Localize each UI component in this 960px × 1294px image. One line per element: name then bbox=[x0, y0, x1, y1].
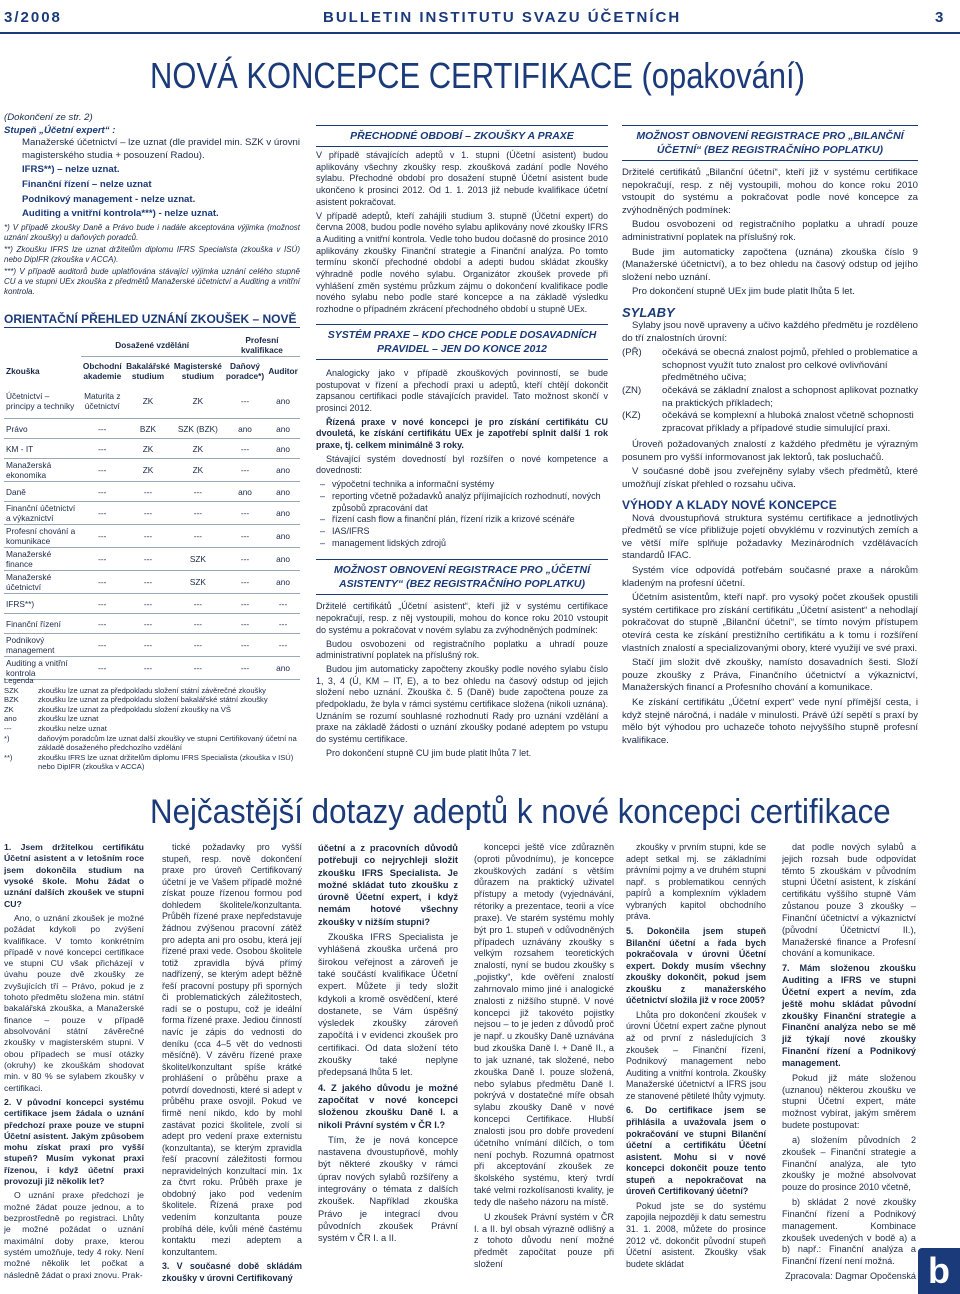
level-desc: očekává se základní znalost a schopnost aplikovat poznatky na praktických příkladech; bbox=[662, 384, 918, 409]
faq-question: 7. Mám složenou zkoušku Auditing a IFRS ve stupni Účetní expert a nevím, zda ještě mohu skládat původní zkoušky Finanční strategie a Finanční analýza nebo se mě již týkají nové zkoušky Finanční řízení a Podnikový management. bbox=[782, 963, 916, 1068]
table-cell: --- bbox=[266, 634, 300, 657]
table-cell: --- bbox=[172, 502, 224, 525]
legend-desc: zkoušku lze uznat za předpokladu složení bakalářské státní zkoušky bbox=[38, 695, 268, 705]
table-cell: --- bbox=[124, 614, 172, 634]
table-cell: --- bbox=[224, 594, 266, 614]
table-cell: --- bbox=[224, 548, 266, 571]
skills-list bbox=[316, 479, 608, 549]
faq-answer: koncepci ještě více zdůrazněn (oproti původnímu), je koncepce zkouškových zadání s větším důrazem na praktický uživatel přístupy a metody (vyjednávání, rétoriky a prezentace, teorii a více praxe). Ve starém systému mohly být pro 1. stupeň v odůvodněných případech uznávány zkoušky s velkým rozsahem teoretických znalostí, nyní se budou zkoušky s „pojistky“, kde ověření znalostí zahrnovalo mimo jiné i analogické znalosti z nižšího stupně. V nové koncepci již takovéto pojistky nejsou – to je jeden z důvodů proč je např. u zkoušky Daně uznávána bud zkouška Daně I. + Daně II., a to jak uznané, tak složené, nebo zkouška Daně I. pouze složená, nebo sylabus předmětu Daně I. pokrývá v dostatečné míře obsah sylabu zkoušky Daně v nové koncepci Certifikace. Hlubší znalosti jsou pro dobře provedení účetního vnímání dílčích, o tom není pochyb. Rozumná opatrnost při akceptování zkoušek ze školského systému, který tvrdí také velmi rozkolísanosti kvality, je tedy dle našeho názoru na místě. bbox=[474, 842, 614, 1207]
table-cell: --- bbox=[172, 594, 224, 614]
table-cell: --- bbox=[172, 525, 224, 548]
faq-question: 6. Do certifikace jsem se přihlásila a uvažovala jsem o pokračování ve stupni Bilanční účetní a certifikátu Účetní asistent. Mohu si v nové koncepci dokončit pouze tento stupeň a nepokračovat na úroveň Certifikovaný účetní? bbox=[626, 1105, 766, 1197]
transition-title: PŘECHODNÉ OBDOBÍ – ZKOUŠKY A PRAXE bbox=[350, 130, 574, 142]
table-cell: --- bbox=[124, 502, 172, 525]
table-cell: --- bbox=[81, 419, 125, 439]
legend-desc: zkoušku nelze uznat bbox=[38, 723, 107, 733]
table-cell: --- bbox=[81, 502, 125, 525]
table-cell: Účetnictví – principy a techniky bbox=[4, 385, 81, 419]
table-cell: --- bbox=[172, 482, 224, 502]
table-cell: --- bbox=[224, 459, 266, 482]
faq-column-2 bbox=[162, 842, 302, 1287]
th-col: Auditor bbox=[268, 365, 298, 376]
table-cell: --- bbox=[224, 634, 266, 657]
level-desc: očekává se obecná znalost pojmů, přehled o problematice a schopnost využít tuto znalost pro celkové ovlivňování předmětného učiva; bbox=[662, 347, 918, 384]
table-cell: --- bbox=[172, 657, 224, 680]
legend-item bbox=[4, 705, 300, 715]
table-cell: --- bbox=[124, 634, 172, 657]
table-cell: SZK (BZK) bbox=[172, 419, 224, 439]
faq-question: 1. Jsem držitelkou certifikátu Účetní asistent a v letošním roce jsem dokončila studium na vysoké škole. Mohu žádat o uznání dalších zkoušek ve stupni CU? bbox=[4, 842, 144, 909]
faq-question: 5. Dokončila jsem stupeň Bilanční účetní a řada bych pokračovala v úrovni Účetní expert. Dokdy musím všechny zkoušky dokončit, pokud jsem zkoušku z manažerského účetnictví složila již v roce 2005? bbox=[626, 925, 766, 1006]
table-cell: --- bbox=[224, 439, 266, 459]
legend-desc: daňovým poradcům lze uznat další zkoušky ve stupni Certifikovaný účetní na základě dosaženého předchozího vzdělání bbox=[38, 733, 297, 753]
table-cell: ano bbox=[266, 502, 300, 525]
faq-signature: Zpracovala: Dagmar Opočenská bbox=[785, 1270, 916, 1281]
table-cell: ZK bbox=[124, 459, 172, 482]
legend-item bbox=[4, 753, 300, 772]
legend-desc: zkoušku lze uznat bbox=[38, 714, 99, 724]
table-cell: --- bbox=[81, 634, 125, 657]
item-managerial: Manažerské účetnictví – lze uznat (dle pravidel min. SZK v úrovni magisterského studia + posouzení Radou). bbox=[22, 137, 300, 161]
table-cell: SZK bbox=[172, 548, 224, 571]
table-cell: --- bbox=[81, 459, 125, 482]
level-desc: očekává se komplexní a hluboká znalost včetně schopnosti zpracovat příklady a případové studie simulující praxi. bbox=[662, 410, 914, 434]
faq-answer: Lhůta pro dokončení zkoušek v úrovni Účetní expert začne plynout až od první z následujících 3 zkoušek – Finanční řízení, Podnikový management nebo Auditing a vnitřní kontrola. Zkoušky Manažerské účetnictví a IFRS jsou ze stanovené pětileté lhůty vyjmuty. bbox=[626, 1009, 766, 1101]
legend bbox=[4, 676, 300, 772]
legend-item bbox=[4, 695, 300, 705]
faq-answer: dat podle nových sylabů a jejich rozsah bude odpovídat těmto 5 zkouškám v původním stupni Účetní asistent, k získání certifikátu vyššího stupně Vám zůstanou pouze 3 zkoušky – Finanční účetnictví a výkaznictví (původní Účetnictví II.), Manažerské finance a Profesní chování a komunikace. bbox=[782, 842, 916, 959]
faq-column-5 bbox=[626, 842, 766, 1273]
table-cell: IFRS**) bbox=[4, 594, 81, 614]
legend-items bbox=[4, 686, 300, 772]
table-cell: Právo bbox=[4, 419, 81, 439]
table-cell: --- bbox=[81, 525, 125, 548]
right-column bbox=[622, 122, 918, 749]
legend-desc: zkoušku lze uznat za předpokladu složení státní závěrečné zkoušky bbox=[38, 685, 266, 695]
table-title: ORIENTAČNÍ PŘEHLED UZNÁNÍ ZKOUŠEK – NOVĚ bbox=[4, 312, 300, 328]
sylaby-title: SYLABY bbox=[622, 304, 675, 320]
table-row bbox=[4, 482, 300, 502]
bulletin-title: BULLETIN INSTITUTU SVAZU ÚČETNÍCH bbox=[323, 9, 682, 26]
legend-key: --- bbox=[4, 723, 12, 733]
faq-answer: Tím, že je nová koncepce nastavena dvoustupňově, mohly být některé zkoušky v rámci úprav nových sylabů rozšířeny a integrovány o témata z dalších zkoušek. Například zkouška Právo je integrací dvou původních zkoušek Právní systém v ČR I. a II. bbox=[318, 1134, 458, 1244]
item-finance: Finanční řízení – nelze uznat bbox=[22, 178, 152, 190]
table-body bbox=[4, 385, 300, 680]
faq-question: 2. V původní koncepci systému certifikace jsem žádala o uznání předchozí praxe pouze ve stupni Účetní asistent. Jakým způsobem mohu získat praxi pro vyšší stupeň? Musím vykonat praxi řízenou, i když účetní praxi provozuji již několik let? bbox=[4, 1096, 144, 1187]
table-cell: Podnikový management bbox=[4, 634, 81, 657]
legend-key: **) bbox=[4, 752, 13, 762]
list-item: – reporting včetně požadavků analýz příjímajících rozhodnutí, nových způsobů zpracování dat bbox=[316, 491, 608, 514]
table-row bbox=[4, 634, 300, 657]
faq-title: Nejčastější dotazy adeptů k nové koncepci certifikace bbox=[150, 793, 891, 831]
table-cell: ano bbox=[266, 657, 300, 680]
table-row bbox=[4, 525, 300, 548]
legend-item bbox=[4, 724, 300, 734]
transition-p1: V případě stávajících adeptů v 1. stupni (Účetní asistent) budou aplikovány všechny zkoušky resp. zkoušková zadání podle Nového sylabu. Přechodné období pro dosažení stupně Účetní asistent bude ukončeno k prosinci 2012. Od 1. 1. 2013 již nebude kvalifikace účetní asistent pokračovat. bbox=[316, 150, 608, 207]
benefits-title: VÝHODY A KLADY NOVÉ KONCEPCE bbox=[622, 497, 837, 512]
table-cell: --- bbox=[224, 385, 266, 419]
table-cell: --- bbox=[124, 548, 172, 571]
benefits-p5: Ke získání certifikátu „Účetní expert“ vede nyní přímější cesta, i když stejně náročná, i nadále v minulosti. Právě úží sepětí s praxí by mělo být výhodou pro uchazeče tohoto nejvyššího stupně profesní kvalifikace. bbox=[622, 696, 918, 746]
bulletin-logo: b bbox=[918, 1248, 960, 1294]
table-row bbox=[4, 614, 300, 634]
table-row bbox=[4, 439, 300, 459]
table-cell: ZK bbox=[172, 385, 224, 419]
table-cell: ZK bbox=[124, 385, 172, 419]
table-cell: --- bbox=[266, 594, 300, 614]
continuation-note: (Dokončení ze str. 2) bbox=[4, 112, 93, 123]
table-cell: ano bbox=[266, 439, 300, 459]
table-cell: SZK bbox=[172, 571, 224, 594]
legend-desc: zkoušku lze uznat za předpokladu složení zkoušky na VŠ bbox=[38, 704, 231, 714]
table-cell: --- bbox=[172, 614, 224, 634]
table-cell: --- bbox=[172, 634, 224, 657]
table-cell: Auditing a vnitřní kontrola bbox=[4, 657, 81, 680]
issue-number: 3/2008 bbox=[4, 9, 62, 26]
assistant-p3: Budou jim automaticky započteny zkoušky podle nového sylabu číslo 1, 3, 4 (Ú, KM – IT, E), a to bez ohledu na časový odstup od jejich složení nebo uznání. Zkouška č. 5 (Daně) bude započtena pouze za předpokladu, že byla v rámci systému certifikace složena (nikoli uznána). Uznáním se rozumí souhlasné rozhodnutí Rady pro uznání vzdělání a praxe na základě žádosti o uznání zkoušky podané adeptem po vstupu do systému certifikace. bbox=[316, 663, 608, 745]
list-item: – řízení cash flow a finanční plán, řízení rizik a krizové scénáře bbox=[316, 514, 608, 526]
faq-answer: U zkoušek Právní systém v ČR I. a II. byl obsah výrazně odlišný a z tohoto důvodu není možné předmět započítat pouze při složení bbox=[474, 1211, 614, 1269]
footnote-3: ***) V případě auditorů bude uplatňována stávající výjimka uznání celého stupně CU a ve stupni UEx zkouška z předmětů Manažerské účetnictví a Auditing a vnitřní kontrola. bbox=[4, 266, 300, 296]
sylaby-p3: V současné době jsou zveřejněny sylaby všech předmětů, které umožňují získat přehled o rozsahu učiva. bbox=[622, 466, 918, 491]
table-cell: --- bbox=[124, 594, 172, 614]
legend-key: SZK bbox=[4, 685, 19, 695]
table-cell: --- bbox=[81, 482, 125, 502]
table-cell: ano bbox=[266, 419, 300, 439]
table-cell: Manažerské účetnictví bbox=[4, 571, 81, 594]
recognition-list bbox=[4, 137, 300, 221]
faq-column-3 bbox=[318, 842, 458, 1248]
benefits-p2: Systém více odpovídá potřebám současné praxe a nárokům kladeným na profesní účetní. bbox=[622, 565, 918, 589]
table-cell: --- bbox=[224, 502, 266, 525]
list-item: – výpočetní technika a informační systémy bbox=[316, 479, 608, 491]
item-ifrs: IFRS**) – nelze uznat. bbox=[22, 164, 120, 176]
table-cell: Daně bbox=[4, 482, 81, 502]
th-col: Bakalářské studium bbox=[126, 360, 170, 381]
table-cell: Finanční řízení bbox=[4, 614, 81, 634]
list-item: – management lidských zdrojů bbox=[316, 538, 608, 550]
legend-key: ZK bbox=[4, 704, 14, 714]
legend-title: Legenda bbox=[4, 676, 34, 685]
th-exam: Zkouška bbox=[6, 365, 40, 376]
main-title: NOVÁ KONCEPCE CERTIFIKACE (opakování) bbox=[150, 55, 805, 96]
faq-answer: tické požadavky pro vyšší stupeň, resp. nově dokončení praxe pro úroveň Certifikovaný účetní je ve Vašem případě možné získat pouze řízenou formou pod dohledem školitele/konzultanta. Průběh řízené praxe nepředstavuje žádnou zvýšenou pracovní zátěž pro adepta ani pro osobu, která její řízené praxi vede. Osobou školitele totiž zpravidla bývá přímý nadřízený, se kterým adept běžně řeší pracovní postupy při sporných či problematických záležitostech, radí se o postupu, což je ideální forma řízené praxe. Jediou činností navíc je zápis do vednosti do deníku (cca 4–5 vět do vednosti měsíčně). V závěru řízené praxe školitel/konzultant spíše krátké prohlášení o průběhu praxe a potvrdí dovednosti, které si adept v průběhu praxe osvojil. Pokud ve firmě není nikdo, kdo by mohl zastávat pozici školitele, zvolí si adept pro vedení praxe externistu (konzultanta), se kterým zpravidla řeší pracovní záležitosti formou nepravidelných konzultací min. 1x za čtvrt roku. Průběh praxe je obdobný jako pod vedením školitele. Řízená praxe pod vedením konzultanta pouze probíhá déle, kvůli méně častému kontaktu mezi adeptem a konzultantem. bbox=[162, 842, 302, 1257]
assistant-p2: Budou osvobozeni od registračního poplatku a uhradí pouze administrativní poplatek na příslušný rok. bbox=[316, 638, 608, 661]
faq-column-6 bbox=[782, 842, 916, 1286]
level-code: (PŘ) bbox=[622, 347, 642, 359]
table-cell: Manažerská ekonomika bbox=[4, 459, 81, 482]
table-row bbox=[4, 459, 300, 482]
balance-p3: Bude jim automaticky započtena (uznána) zkouška číslo 9 (Manažerské účetnictví), a to bez ohledu na časový odstup od jejího složení nebo uznání. bbox=[622, 246, 918, 283]
faq-answer: Zkouška IFRS Specialista je vyhlášená zkouška určená pro širokou veřejnost a zároveň je také součástí kvalifikace Účetní expert. Můžete ji tedy složit kdykoli a kromě osvědčení, které dostanete, se Vám úspěšný výsledek zkoušky zároveň započítá i v evidenci zkoušek pro certifikaci. Od data složení této zkoušky také neplyne předepsaná lhůta 5 let. bbox=[318, 932, 458, 1078]
table-cell: --- bbox=[81, 657, 125, 680]
balance-title: MOŽNOST OBNOVENÍ REGISTRACE PRO „BILANČNÍ ÚČETNÍ“ (BEZ REGISTRAČNÍHO POPLATKU) bbox=[636, 130, 904, 156]
table-cell: --- bbox=[81, 594, 125, 614]
footnote-2: **) Zkoušku IFRS lze uznat držitelům diplomu IFRS Specialista (zkouška v ISÚ) nebo DipIFR (zkouška v ACCA). bbox=[4, 244, 300, 264]
table-cell: ano bbox=[266, 525, 300, 548]
table-cell: Maturita z účetnictví bbox=[81, 385, 125, 419]
table-cell: --- bbox=[81, 439, 125, 459]
table-row bbox=[4, 548, 300, 571]
item-auditing: Auditing a vnitřní kontrola***) - nelze uznat. bbox=[22, 208, 219, 220]
th-group-education: Dosažené vzdělání bbox=[81, 334, 224, 357]
balance-p4: Pro dokončení stupně UEx jim bude platit lhůta 5 let. bbox=[632, 286, 855, 298]
table-cell: ano bbox=[224, 482, 266, 502]
sylaby-p2: Úroveň požadovaných znalostí z každého předmětu je výrazným posunem pro vyšší informovanost jak lektorů, tak posluchačů. bbox=[622, 439, 918, 463]
faq-question: 4. Z jakého důvodu je možné započítat v nové koncepci složenou zkoušku Daně I. a nikoli Právní systém v ČR I.? bbox=[318, 1082, 458, 1130]
table-cell: --- bbox=[81, 571, 125, 594]
legend-item bbox=[4, 686, 300, 696]
th-col: Daňový poradce*) bbox=[225, 360, 265, 381]
th-col: Obchodní akademie bbox=[82, 360, 122, 381]
th-col: Magisterské studium bbox=[173, 360, 222, 381]
item-management: Podnikový management - nelze uznat. bbox=[22, 193, 196, 205]
stage-heading: Stupeň „Účetní expert“ : bbox=[4, 124, 116, 136]
levels-list bbox=[622, 347, 918, 435]
table-cell: ano bbox=[266, 385, 300, 419]
table-cell: --- bbox=[224, 525, 266, 548]
level-item bbox=[622, 385, 918, 410]
table-cell: --- bbox=[81, 614, 125, 634]
benefits-p4: Stačí jim složit dvě zkoušky, namísto dosavadních šesti. Složí pouze zkoušky z Práva, Finančního účetnictví a výkaznictví, Manažerských financí a Profesního chování a komunikace. bbox=[622, 657, 918, 694]
table-row bbox=[4, 419, 300, 439]
middle-column bbox=[316, 122, 608, 762]
table-cell: KM - IT bbox=[4, 439, 81, 459]
faq-answer: Pokud jste se do systému zapojila nejpozději k datu semestru 31. 1. 2008, můžete do prosince 2012 vč. dokončit původní stupeň Účetní asistent. Zkoušky však budete skládat bbox=[626, 1200, 766, 1269]
table-cell: Finanční účetnictví a výkaznictví bbox=[4, 502, 81, 525]
faq-question: 3. V současné době skládám zkoušky v úrovni Certifikovaný bbox=[162, 1261, 302, 1283]
table-cell: ano bbox=[266, 548, 300, 571]
practice-title: SYSTÉM PRAXE – KDO CHCE PODLE DOSAVADNÍCH PRAVIDEL – JEN DO KONCE 2012 bbox=[327, 328, 597, 355]
table-row bbox=[4, 502, 300, 525]
left-column bbox=[4, 112, 300, 299]
table-cell: --- bbox=[266, 614, 300, 634]
page-header bbox=[0, 0, 960, 34]
table-cell: --- bbox=[124, 525, 172, 548]
table-cell: Profesní chování a komunikace bbox=[4, 525, 81, 548]
table-cell: Manažerské finance bbox=[4, 548, 81, 571]
table-row bbox=[4, 571, 300, 594]
legend-key: *) bbox=[4, 733, 10, 743]
table-cell: --- bbox=[224, 571, 266, 594]
sylaby-p1: Sylaby jsou nově upraveny a učivo každého předmětu je rozděleno do tří znalostních úrovní: bbox=[622, 319, 918, 344]
level-code: (ZN) bbox=[622, 384, 642, 396]
level-code: (KZ) bbox=[622, 410, 641, 422]
page-number: 3 bbox=[935, 9, 946, 26]
assistant-p4: Pro dokončení stupně CU jim bude platit lhůta 7 let. bbox=[326, 747, 532, 758]
practice-p2: Řízená praxe v nové koncepci je pro získání certifikátu CU dvouletá, ke získání certifikátu UEx je zapotřebí splnit další 1 rok praxe, tj. celkem minimálně 3 roky. bbox=[316, 416, 608, 451]
table-cell: ano bbox=[266, 482, 300, 502]
faq-column-4 bbox=[474, 842, 614, 1274]
table-row bbox=[4, 385, 300, 419]
table-cell: ano bbox=[224, 419, 266, 439]
faq-answer: zkoušky v prvním stupni, kde se adept setkal mj. se základními právními pojmy a ve druhém stupni např. s problematikou cenných papírů a komplexním výkladem vybraných kapitol obchodního práva. bbox=[626, 842, 766, 922]
benefits-p1: Nová dvoustupňová struktura systému certifikace a jednotlivých předmětů se více přibližuje pojetí obvyklému v rozvinutých zemích a ve větší míře splňuje požadavky Mezinárodních vzdělávacích standardů IFAC. bbox=[622, 512, 918, 562]
table-cell: ZK bbox=[172, 439, 224, 459]
list-item: – IAS/IFRS bbox=[316, 526, 608, 538]
table-cell: BZK bbox=[124, 419, 172, 439]
level-item bbox=[622, 410, 918, 435]
legend-key: BZK bbox=[4, 695, 19, 705]
faq-answer: Ano, o uznání zkoušek je možné požádat kdykoli po zvýšení kvalifikace. V tomto konkrétním případě v nové koncepci certifikace ve stupni CU však přicházejí v úvahu pouze dvě zkoušky ze zvyšujících tří – Právo, pokud je z tohoto předmětu složena min. státní bakalářská zkouška, a Manažerské finance – pouze v případě absolvování státní závěrečné zkoušky v magisterském stupni. V obou případech se musí otázky (okruhy) ke zkouškám shodovat min. v 80 % se sylabem zkoušky v certifikaci. bbox=[4, 912, 144, 1093]
benefits-p3: Účetním asistentům, kteří např. pro vysoký počet zkoušek opustili systém certifikace pro získání certifikátu „Účetní asistent“ a nehodlají pokračovat do stupně „Bilanční účetní“, se tímto novým přístupem otevírá cesta ke získání prestižního certifikátu a k tomu i rozšíření vlastních znalostí a specializovanými obory, které využijí ve své praxi. bbox=[622, 592, 918, 654]
th-group-qualification: Profesní kvalifikace bbox=[224, 334, 300, 357]
table-cell: --- bbox=[224, 657, 266, 680]
legend-item bbox=[4, 734, 300, 753]
practice-p3: Stávající systém dovedností byl rozšířen o nové kompetence a dovednosti: bbox=[316, 453, 608, 476]
legend-item bbox=[4, 714, 300, 724]
table-cell: --- bbox=[224, 614, 266, 634]
faq-column-1 bbox=[4, 842, 144, 1284]
table-cell: --- bbox=[81, 548, 125, 571]
transition-p2: V případě adeptů, kteří zahájili studium 3. stupně (Účetní expert) do června 2008, budou podle nového sylabu aplikovány nové zkoušky IFRS a Auditing a vnitřní kontrola. Vedle toho budou dočasně do prosince 2010 aplikovány zkoušky Finanční strategie a Finanční analýza. Po tomto termínu skončí přechodné období a adepti budou skládat zkoušky výhradně podle nového sylabu. Organizátor zkoušek provede při vyhlášení změn systému průzkum zájmu o dokončení kvalifikace podle nového sylabu nebo podle staré koncepce a na základě výsledku rozhodne o případném zkrácení přechodného období u stupně UEx. bbox=[316, 210, 608, 315]
faq-answer: Pokud již máte složenou (uznanou) některou zkoušku ve stupni Účetní expert, máte možnost vybírat, jakým směrem budete postupovat: bbox=[782, 1072, 916, 1131]
faq-answer: b) skládat 2 nové zkoušky Finanční řízení a Podnikový management. Kombinace zkoušek uvedených v bodě a) a b) např.: Finanční analýza a Finanční řízení není možná. bbox=[782, 1197, 916, 1267]
balance-p1: Držitelé certifikátů „Bilanční účetní“, kteří již v systému certifikace nepokračují, resp. z něj vystoupili, mohou do konce roku 2010 vstoupit do systému a pokračovat podle nové koncepce za zvýhodněných podmínek: bbox=[622, 167, 918, 216]
balance-p2: Budou osvobozeni od registračního poplatku a uhradí pouze administrativní poplatek na příslušný rok. bbox=[622, 219, 918, 243]
table-cell: ZK bbox=[124, 439, 172, 459]
legend-key: ano bbox=[4, 714, 17, 724]
legend-desc: zkoušku IFRS lze uznat držitelům diplomu IFRS Specialista (zkouška v ISÚ) nebo DipIFR (zkouška v ACCA) bbox=[38, 752, 294, 772]
footnote-1: *) V případě zkoušky Daně a Právo bude i nadále akceptována výjimka (možnost uznání zkoušky) u daňových poradců. bbox=[4, 222, 300, 242]
assistant-title: MOŽNOST OBNOVENÍ REGISTRACE PRO „ÚČETNÍ ASISTENTY“ (BEZ REGISTRAČNÍHO POPLATKU) bbox=[333, 564, 591, 591]
table-cell: --- bbox=[124, 657, 172, 680]
practice-p1: Analogicky jako v případě zkouškových povinností, se bude postupovat v řízení a přechodí praxi u adeptů, kteří chtějí dokončit zapsanou certifikaci podle stávajících pravidel. Tato možnost skončí v prosinci 2012. bbox=[316, 367, 608, 413]
faq-answer: O uznání praxe předchozí je možné žádat pouze jednou, a to bezprostředně po registraci. Lhůty je možné požádat o uznání maximální doby praxe, kterou systém umožňuje, tedy 4 roky. Není možné několik let počkat a následně žádat o praxi znovu. Prak- bbox=[4, 1190, 144, 1280]
level-item bbox=[622, 347, 918, 385]
faq-answer: a) složením původních 2 zkoušek – Finanční strategie a Finanční analýza, ale tyto zkoušky je možné absolvovat pouze do prosince 2010 včetně, bbox=[782, 1134, 916, 1193]
table-cell: --- bbox=[124, 482, 172, 502]
recognition-table bbox=[4, 334, 300, 680]
table-cell: ano bbox=[266, 571, 300, 594]
table-cell: --- bbox=[124, 571, 172, 594]
table-row bbox=[4, 594, 300, 614]
assistant-p1: Držitelé certifikátů „Účetní asistent“, kteří již v systému certifikace nepokračují, resp. z něj vystoupili, mohou do konce roku 2010 vstoupit do systému a pokračovat v novém sylabu za zvýhodněných podmínek: bbox=[316, 601, 608, 635]
table-cell: ZK bbox=[172, 459, 224, 482]
faq-question: účetní a z pracovních důvodů potřebuji co nejrychleji složit zkoušku IFRS Specialista. Je možné skládat tuto zkoušku z úrovně Účetní expert, i když nemám hotové všechny zkoušky v nižším stupni? bbox=[318, 843, 458, 927]
table-cell: ano bbox=[266, 459, 300, 482]
